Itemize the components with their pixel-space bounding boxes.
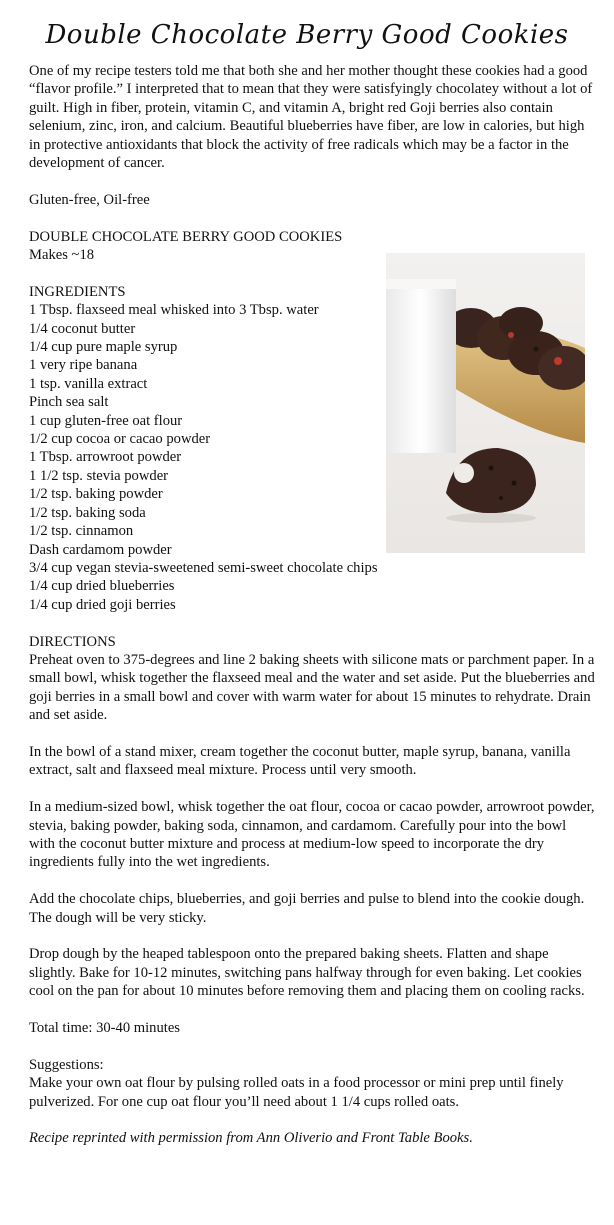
direction-step: In a medium-sized bowl, whisk together the oat flour, cocoa or cacao powder, arrowroot powder, stevia, baking powder, baking soda, cinnamon, and cardamom. Carefully pour into the bowl with the coconut butter mixture and process at medium-low speed to incorporate the dry ingredients fully into the wet ingredients. <box>29 799 595 871</box>
ingredient-item: 1/4 cup pure maple syrup <box>29 339 178 356</box>
ingredient-item: 1/4 coconut butter <box>29 320 136 337</box>
permission-footer: Recipe reprinted with permission from Ann Oliverio and Front Table Books. <box>29 1130 473 1147</box>
ingredient-item: 1 tsp. vanilla extract <box>29 375 148 392</box>
ingredient-item: 3/4 cup vegan stevia-sweetened semi-sweet chocolate chips <box>29 559 378 576</box>
direction-step: In the bowl of a stand mixer, cream together the coconut butter, maple syrup, banana, vanilla extract, salt and flaxseed meal mixture. Process until very smooth. <box>29 743 571 779</box>
recipe-document <box>29 62 595 1148</box>
ingredient-item: 1/2 tsp. baking powder <box>29 486 163 503</box>
recipe-name: DOUBLE CHOCOLATE BERRY GOOD COOKIES <box>29 228 343 245</box>
ingredient-item: 1 Tbsp. flaxseed meal whisked into 3 Tbsp. water <box>29 302 319 319</box>
intro-paragraph: One of my recipe testers told me that both she and her mother thought these cookies had a good “flavor profile.” I interpreted that to mean that they were satisfyingly chocolatey without a lot of guilt. High in fiber, protein, vitamin C, and vitamin A, bright red Goji berries also contain selenium, zinc, iron, and calcium. Beautiful blueberries have fiber, are low in calories, but high in protective antioxidants that block the activity of free radicals which may be a factor in the development of cancer. <box>29 63 593 172</box>
ingredient-item: 1/2 tsp. cinnamon <box>29 523 134 540</box>
directions-heading: DIRECTIONS <box>29 633 116 650</box>
direction-step: Add the chocolate chips, blueberries, and goji berries and pulse to blend into the cookie dough. The dough will be very sticky. <box>29 891 585 926</box>
ingredient-item: 1/4 cup dried goji berries <box>29 596 176 613</box>
recipe-yield: Makes ~18 <box>29 247 95 264</box>
ingredients-heading: INGREDIENTS <box>29 283 126 300</box>
recipe-title: Double Chocolate Berry Good Cookies <box>45 20 569 50</box>
ingredient-item: 1/2 cup cocoa or cacao powder <box>29 431 211 448</box>
direction-step: Drop dough by the heaped tablespoon onto the prepared baking sheets. Flatten and shape slightly. Bake for 10-12 minutes, switching pans halfway through for even baking. Let cookies cool on the pan for about 10 minutes before removing them and placing them on cooling racks. <box>29 946 585 1000</box>
ingredients-list <box>29 301 384 559</box>
ingredient-item: 1 very ripe banana <box>29 357 138 374</box>
suggestions-text: Make your own oat flour by pulsing rolled oats in a food processor or mini prep until finely pulverized. For one cup oat flour you’ll need about 1 1/4 cups rolled oats. <box>29 1075 564 1110</box>
ingredient-item: Dash cardamom powder <box>29 541 172 558</box>
ingredient-item: 1 Tbsp. arrowroot powder <box>29 449 182 466</box>
ingredient-item: 1 cup gluten-free oat flour <box>29 412 183 429</box>
ingredient-item: 1/2 tsp. baking soda <box>29 504 146 521</box>
total-time: Total time: 30-40 minutes <box>29 1019 180 1036</box>
suggestions-heading: Suggestions: <box>29 1056 104 1073</box>
ingredient-item: 1 1/2 tsp. stevia powder <box>29 467 169 484</box>
direction-step: Preheat oven to 375-degrees and line 2 baking sheets with silicone mats or parchment paper. In a small bowl, whisk together the flaxseed meal and the water and set aside. Put the blueberries and goji berries in a small bowl and cover with warm water for about 15 minutes to rehydrate. Drain and set aside. <box>29 651 595 724</box>
ingredient-item: 1/4 cup dried blueberries <box>29 578 175 595</box>
diet-tags: Gluten-free, Oil-free <box>29 191 150 208</box>
ingredient-item: Pinch sea salt <box>29 394 109 411</box>
